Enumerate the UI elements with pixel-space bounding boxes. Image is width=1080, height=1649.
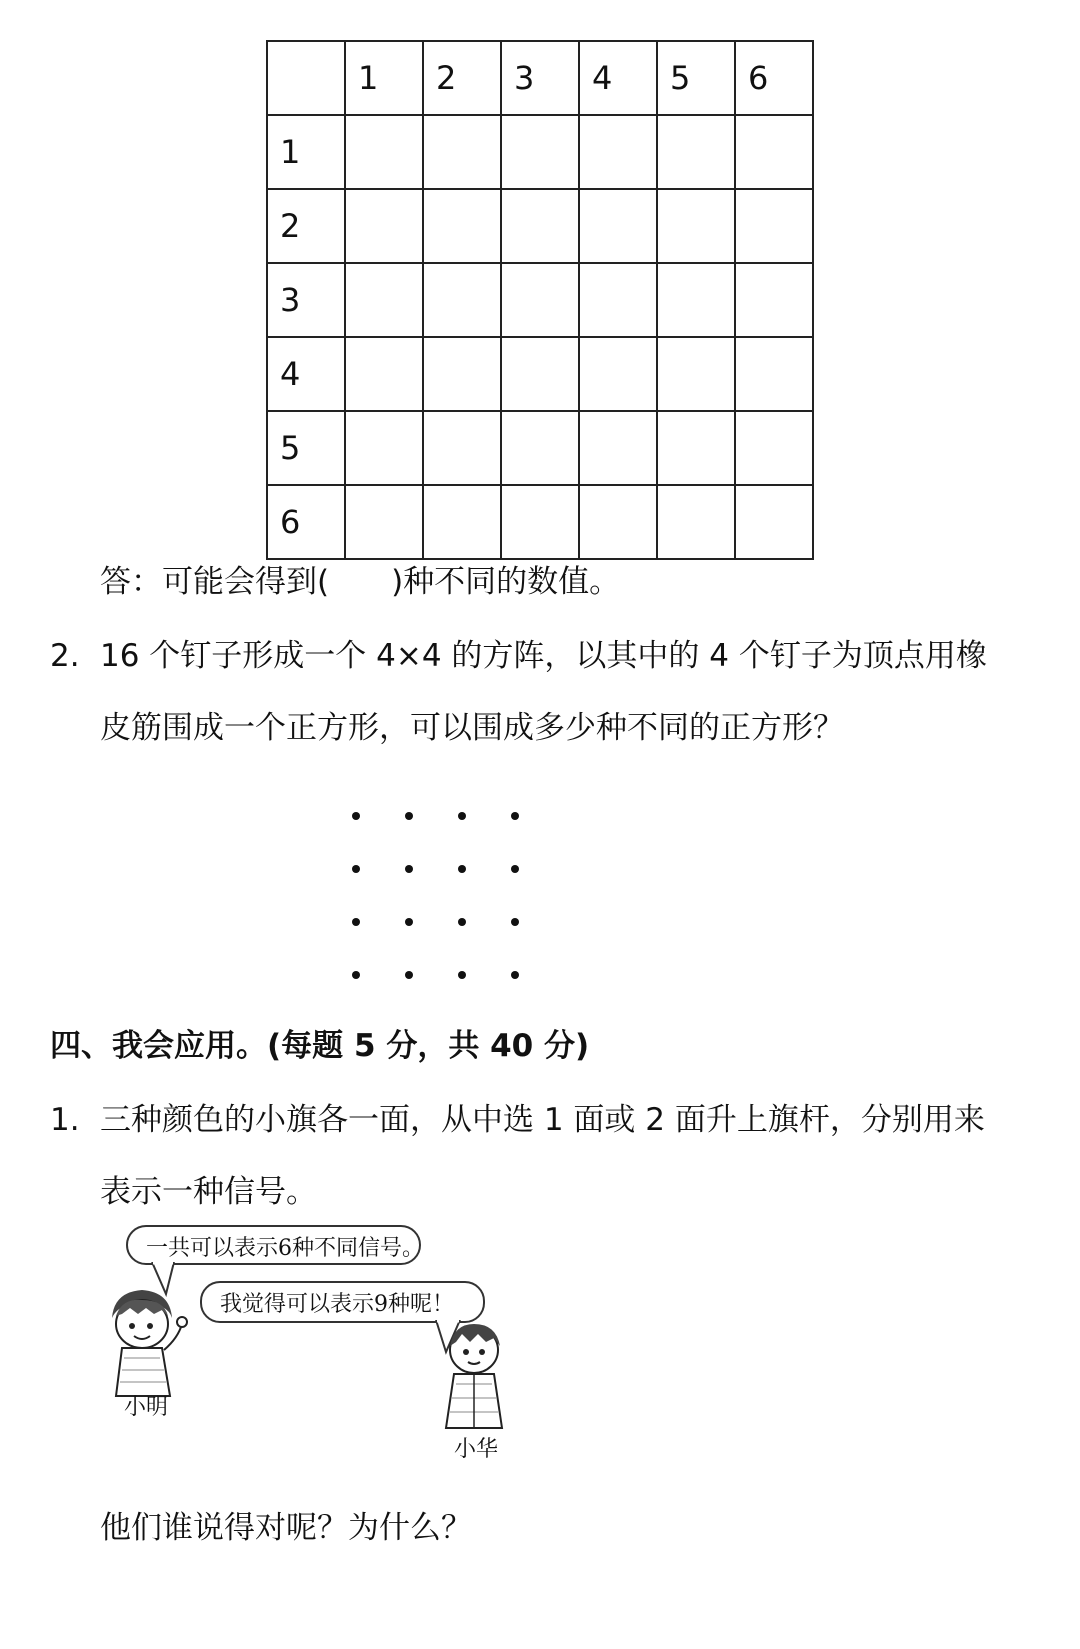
- table-row-label: 4: [267, 337, 345, 411]
- table-cell: [345, 485, 423, 559]
- nail-dot: [405, 865, 413, 873]
- nail-dot: [511, 865, 519, 873]
- nail-dot: [458, 812, 466, 820]
- table-cell: [579, 263, 657, 337]
- table-cell: [501, 337, 579, 411]
- section-heading: 四、我会应用。(每题 5 分，共 40 分): [50, 1028, 590, 1064]
- table-row: [267, 115, 813, 189]
- table-cell: [735, 115, 813, 189]
- name-xiaohua: 小华: [454, 1437, 499, 1462]
- table-cell: [423, 337, 501, 411]
- table-cell: [735, 411, 813, 485]
- table-cell: [501, 263, 579, 337]
- answer-line: 答：可能会得到( )种不同的数值。: [100, 564, 621, 600]
- table-cell: [657, 263, 735, 337]
- table-cell: [423, 263, 501, 337]
- table-row-label: 2: [267, 189, 345, 263]
- q4-1-number: 1.: [50, 1102, 80, 1138]
- table-row-label: 5: [267, 411, 345, 485]
- table-cell: [345, 189, 423, 263]
- nail-dot: [511, 812, 519, 820]
- nail-dot: [511, 971, 519, 979]
- nail-dot: [458, 971, 466, 979]
- bubble2-text: 我觉得可以表示9种呢！: [220, 1292, 454, 1317]
- q2-number: 2.: [50, 638, 80, 674]
- table-header-cell: 3: [501, 41, 579, 115]
- table-cell: [345, 115, 423, 189]
- nail-dot: [405, 918, 413, 926]
- table-cell: [345, 411, 423, 485]
- table-header-cell: 6: [735, 41, 813, 115]
- table-header-cell: [267, 41, 345, 115]
- table-cell: [735, 189, 813, 263]
- table-cell: [345, 337, 423, 411]
- table-header-row: [267, 41, 813, 115]
- q2-line2: 皮筋围成一个正方形，可以围成多少种不同的正方形？: [100, 710, 844, 746]
- bubble1-text: 一共可以表示6种不同信号。: [146, 1236, 424, 1261]
- table-row: [267, 411, 813, 485]
- q4-1-line1: 三种颜色的小旗各一面，从中选 1 面或 2 面升上旗杆，分别用来: [100, 1102, 985, 1138]
- table-cell: [423, 189, 501, 263]
- nail-dot: [458, 865, 466, 873]
- name-xiaoming: 小明: [124, 1395, 169, 1420]
- table-row: [267, 337, 813, 411]
- table-header-cell: 2: [423, 41, 501, 115]
- table-header-cell: 1: [345, 41, 423, 115]
- table-row: [267, 189, 813, 263]
- table-row-label: 1: [267, 115, 345, 189]
- nail-dot: [405, 812, 413, 820]
- table-cell: [579, 411, 657, 485]
- table-cell: [657, 189, 735, 263]
- xiaohua-illustration: [440, 1320, 510, 1430]
- table-cell: [501, 189, 579, 263]
- nail-dot: [352, 812, 360, 820]
- nail-dot: [352, 971, 360, 979]
- table-cell: [657, 115, 735, 189]
- q4-1-line2: 表示一种信号。: [100, 1174, 317, 1210]
- table-cell: [423, 115, 501, 189]
- table-cell: [423, 411, 501, 485]
- table-cell: [657, 411, 735, 485]
- table-row: [267, 263, 813, 337]
- table-cell: [579, 485, 657, 559]
- table-cell: [501, 115, 579, 189]
- nail-dot: [352, 918, 360, 926]
- table-row: [267, 485, 813, 559]
- table-header-cell: 4: [579, 41, 657, 115]
- table-cell: [579, 189, 657, 263]
- xiaoming-illustration: [102, 1288, 197, 1403]
- nail-dot: [405, 971, 413, 979]
- table-cell: [735, 337, 813, 411]
- table-cell: [579, 337, 657, 411]
- table-cell: [501, 485, 579, 559]
- q2-line1: 16 个钉子形成一个 4×4 的方阵，以其中的 4 个钉子为顶点用橡: [100, 638, 987, 674]
- speech-bubble-xiaohua: [200, 1281, 485, 1323]
- table-header-cell: 5: [657, 41, 735, 115]
- table-row-label: 6: [267, 485, 345, 559]
- table-cell: [735, 263, 813, 337]
- speech-bubble-xiaoming: [126, 1225, 424, 1265]
- number-grid-table: [266, 40, 814, 560]
- nail-dot: [511, 918, 519, 926]
- nail-dot: [352, 865, 360, 873]
- table-cell: [735, 485, 813, 559]
- table-cell: [423, 485, 501, 559]
- table-cell: [345, 263, 423, 337]
- nail-dot: [458, 918, 466, 926]
- table-cell: [579, 115, 657, 189]
- q4-1-question: 他们谁说得对呢？为什么？: [100, 1510, 472, 1546]
- table-row-label: 3: [267, 263, 345, 337]
- table-cell: [501, 411, 579, 485]
- table-cell: [657, 485, 735, 559]
- table-cell: [657, 337, 735, 411]
